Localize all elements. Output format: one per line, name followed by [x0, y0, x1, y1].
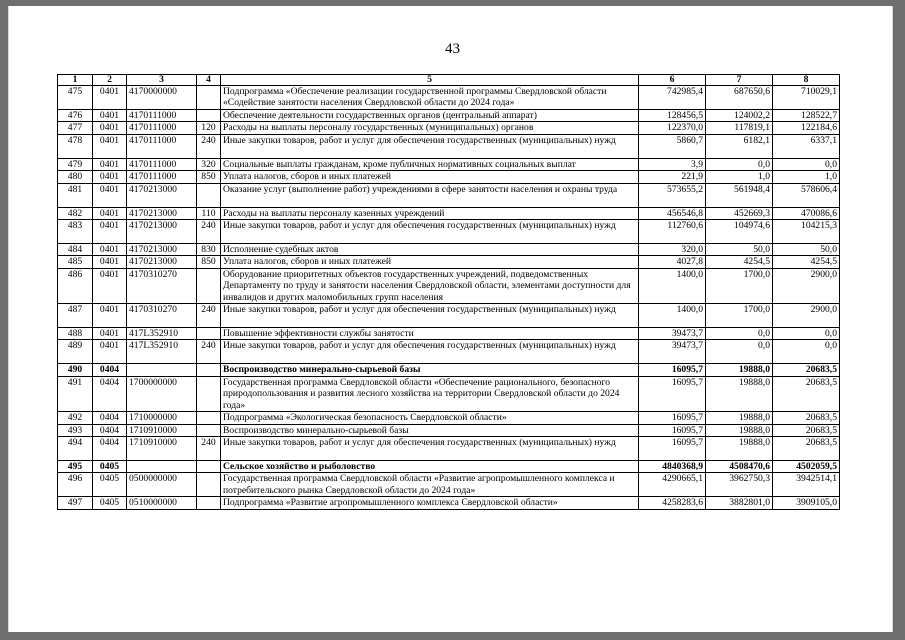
row-number-cell: 484 — [58, 244, 93, 256]
table-row — [58, 340, 840, 364]
amount-year3-cell: 710029,1 — [773, 86, 840, 110]
section-code-cell: 0401 — [93, 268, 127, 303]
amount-year2-cell: 117819,1 — [706, 122, 773, 134]
table-body — [58, 86, 840, 510]
description-cell: Повышение эффективности службы занятости — [221, 328, 639, 340]
description-cell: Исполнение судебных актов — [221, 244, 639, 256]
description-cell: Воспроизводство минерально-сырьевой базы — [221, 424, 639, 436]
amount-year2-cell: 0,0 — [706, 158, 773, 170]
description-cell: Уплата налогов, сборов и иных платежей — [221, 171, 639, 183]
table-row — [58, 207, 840, 219]
amount-year1-cell: 4840368,9 — [639, 460, 706, 472]
amount-year2-cell: 561948,4 — [706, 183, 773, 207]
amount-year3-cell: 122184,6 — [773, 122, 840, 134]
row-number-cell: 489 — [58, 340, 93, 364]
section-code-cell: 0401 — [93, 220, 127, 244]
amount-year3-cell: 2900,0 — [773, 268, 840, 303]
expense-type-cell — [197, 110, 221, 122]
amount-year3-cell: 470086,6 — [773, 207, 840, 219]
amount-year3-cell: 0,0 — [773, 158, 840, 170]
description-cell: Уплата налогов, сборов и иных платежей — [221, 256, 639, 268]
description-cell: Государственная программа Свердловской области «Обеспечение рационального, безопасного природопользования и развития лесного хозяйства на территории Свердловской области до 2024 года» — [221, 376, 639, 411]
section-code-cell: 0401 — [93, 122, 127, 134]
target-article-cell: 1710000000 — [127, 412, 197, 424]
amount-year2-cell: 104974,6 — [706, 220, 773, 244]
row-number-cell: 496 — [58, 473, 93, 497]
row-number-cell: 477 — [58, 122, 93, 134]
amount-year1-cell: 16095,7 — [639, 412, 706, 424]
amount-year2-cell: 19888,0 — [706, 412, 773, 424]
section-code-cell: 0401 — [93, 158, 127, 170]
table-row — [58, 134, 840, 158]
amount-year1-cell: 221,9 — [639, 171, 706, 183]
expense-type-cell: 320 — [197, 158, 221, 170]
expense-type-cell — [197, 364, 221, 376]
section-code-cell: 0405 — [93, 473, 127, 497]
description-cell: Социальные выплаты гражданам, кроме публичных нормативных социальных выплат — [221, 158, 639, 170]
table-row — [58, 171, 840, 183]
amount-year1-cell: 16095,7 — [639, 436, 706, 460]
section-code-cell: 0405 — [93, 497, 127, 509]
row-number-cell: 495 — [58, 460, 93, 472]
amount-year2-cell: 19888,0 — [706, 424, 773, 436]
description-cell: Расходы на выплаты персоналу государственных (муниципальных) органов — [221, 122, 639, 134]
description-cell: Иные закупки товаров, работ и услуг для обеспечения государственных (муниципальных) нужд — [221, 220, 639, 244]
section-code-cell: 0401 — [93, 183, 127, 207]
target-article-cell: 4170111000 — [127, 122, 197, 134]
section-code-cell: 0401 — [93, 86, 127, 110]
section-code-cell: 0401 — [93, 256, 127, 268]
description-cell: Иные закупки товаров, работ и услуг для обеспечения государственных (муниципальных) нужд — [221, 340, 639, 364]
row-number-cell: 478 — [58, 134, 93, 158]
description-cell: Обеспечение деятельности государственных органов (центральный аппарат) — [221, 110, 639, 122]
target-article-cell: 0500000000 — [127, 473, 197, 497]
amount-year1-cell: 320,0 — [639, 244, 706, 256]
amount-year3-cell: 50,0 — [773, 244, 840, 256]
table-row — [58, 122, 840, 134]
description-cell: Подпрограмма «Экологическая безопасность Свердловской области» — [221, 412, 639, 424]
section-code-cell: 0401 — [93, 244, 127, 256]
amount-year3-cell: 20683,5 — [773, 376, 840, 411]
target-article-cell: 1700000000 — [127, 376, 197, 411]
amount-year1-cell: 4290665,1 — [639, 473, 706, 497]
expense-type-cell — [197, 328, 221, 340]
expense-type-cell: 850 — [197, 256, 221, 268]
row-number-cell: 494 — [58, 436, 93, 460]
section-code-cell: 0401 — [93, 134, 127, 158]
amount-year2-cell: 452669,3 — [706, 207, 773, 219]
description-cell: Сельское хозяйство и рыболовство — [221, 460, 639, 472]
row-number-cell: 493 — [58, 424, 93, 436]
amount-year3-cell: 0,0 — [773, 328, 840, 340]
amount-year2-cell: 1700,0 — [706, 304, 773, 328]
table-row — [58, 158, 840, 170]
row-number-cell: 492 — [58, 412, 93, 424]
table-row — [58, 424, 840, 436]
expense-type-cell — [197, 473, 221, 497]
row-number-cell: 482 — [58, 207, 93, 219]
amount-year3-cell: 20683,5 — [773, 412, 840, 424]
row-number-cell: 488 — [58, 328, 93, 340]
row-number-cell: 476 — [58, 110, 93, 122]
amount-year2-cell: 4508470,6 — [706, 460, 773, 472]
section-code-cell: 0401 — [93, 340, 127, 364]
target-article-cell — [127, 460, 197, 472]
description-cell: Расходы на выплаты персоналу казенных учреждений — [221, 207, 639, 219]
table-row — [58, 460, 840, 472]
amount-year1-cell: 742985,4 — [639, 86, 706, 110]
target-article-cell: 4170111000 — [127, 110, 197, 122]
amount-year3-cell: 578606,4 — [773, 183, 840, 207]
table-row — [58, 364, 840, 376]
table-row — [58, 412, 840, 424]
amount-year1-cell: 573655,2 — [639, 183, 706, 207]
row-number-cell: 487 — [58, 304, 93, 328]
amount-year1-cell: 5860,7 — [639, 134, 706, 158]
amount-year1-cell: 4258283,6 — [639, 497, 706, 509]
amount-year2-cell: 124002,2 — [706, 110, 773, 122]
row-number-cell: 497 — [58, 497, 93, 509]
description-cell: Иные закупки товаров, работ и услуг для обеспечения государственных (муниципальных) нужд — [221, 304, 639, 328]
section-code-cell: 0401 — [93, 304, 127, 328]
target-article-cell: 4170213000 — [127, 244, 197, 256]
header-cell-2: 2 — [93, 75, 127, 86]
section-code-cell: 0401 — [93, 171, 127, 183]
amount-year2-cell: 3962750,3 — [706, 473, 773, 497]
description-cell: Оказание услуг (выполнение работ) учреждениями в сфере занятости населения и охраны труда — [221, 183, 639, 207]
expense-type-cell — [197, 497, 221, 509]
section-code-cell: 0401 — [93, 110, 127, 122]
amount-year2-cell: 3882801,0 — [706, 497, 773, 509]
amount-year1-cell: 4027,8 — [639, 256, 706, 268]
expense-type-cell: 240 — [197, 304, 221, 328]
expense-type-cell: 850 — [197, 171, 221, 183]
target-article-cell: 417L352910 — [127, 328, 197, 340]
header-cell-1: 1 — [58, 75, 93, 86]
amount-year2-cell: 4254,5 — [706, 256, 773, 268]
target-article-cell: 4170213000 — [127, 183, 197, 207]
amount-year1-cell: 1400,0 — [639, 304, 706, 328]
section-code-cell: 0401 — [93, 328, 127, 340]
amount-year2-cell: 19888,0 — [706, 436, 773, 460]
target-article-cell: 417L352910 — [127, 340, 197, 364]
table-row — [58, 304, 840, 328]
table-row — [58, 110, 840, 122]
amount-year1-cell: 39473,7 — [639, 340, 706, 364]
target-article-cell: 0510000000 — [127, 497, 197, 509]
amount-year1-cell: 3,9 — [639, 158, 706, 170]
section-code-cell: 0401 — [93, 207, 127, 219]
amount-year3-cell: 4502059,5 — [773, 460, 840, 472]
amount-year1-cell: 456546,8 — [639, 207, 706, 219]
expense-type-cell: 240 — [197, 436, 221, 460]
amount-year3-cell: 6337,1 — [773, 134, 840, 158]
target-article-cell: 1710910000 — [127, 436, 197, 460]
target-article-cell: 4170111000 — [127, 158, 197, 170]
page-number: 43 — [445, 41, 460, 57]
budget-table — [57, 74, 840, 510]
expense-type-cell — [197, 183, 221, 207]
description-cell: Оборудование приоритетных объектов государственных учреждений, подведомственных Департаменту по труду и занятости населения Свердловской области, элементами доступности для инвалидов и других маломобильных групп населения — [221, 268, 639, 303]
amount-year2-cell: 1,0 — [706, 171, 773, 183]
expense-type-cell — [197, 424, 221, 436]
row-number-cell: 475 — [58, 86, 93, 110]
target-article-cell: 4170310270 — [127, 304, 197, 328]
target-article-cell: 4170310270 — [127, 268, 197, 303]
header-cell-7: 7 — [706, 75, 773, 86]
section-code-cell: 0404 — [93, 364, 127, 376]
header-cell-5: 5 — [221, 75, 639, 86]
expense-type-cell — [197, 268, 221, 303]
expense-type-cell: 830 — [197, 244, 221, 256]
amount-year2-cell: 1700,0 — [706, 268, 773, 303]
table-row — [58, 473, 840, 497]
table-row — [58, 436, 840, 460]
expense-type-cell: 240 — [197, 340, 221, 364]
expense-type-cell — [197, 460, 221, 472]
amount-year2-cell: 687650,6 — [706, 86, 773, 110]
header-cell-6: 6 — [639, 75, 706, 86]
row-number-cell: 491 — [58, 376, 93, 411]
expense-type-cell: 120 — [197, 122, 221, 134]
amount-year2-cell: 0,0 — [706, 340, 773, 364]
amount-year2-cell: 19888,0 — [706, 376, 773, 411]
row-number-cell: 479 — [58, 158, 93, 170]
amount-year3-cell: 128522,7 — [773, 110, 840, 122]
amount-year1-cell: 16095,7 — [639, 364, 706, 376]
target-article-cell: 1710910000 — [127, 424, 197, 436]
header-row — [58, 75, 840, 86]
description-cell: Воспроизводство минерально-сырьевой базы — [221, 364, 639, 376]
amount-year1-cell: 112760,6 — [639, 220, 706, 244]
amount-year1-cell: 16095,7 — [639, 376, 706, 411]
amount-year3-cell: 1,0 — [773, 171, 840, 183]
table-row — [58, 256, 840, 268]
description-cell: Иные закупки товаров, работ и услуг для обеспечения государственных (муниципальных) нужд — [221, 436, 639, 460]
amount-year3-cell: 104215,3 — [773, 220, 840, 244]
expense-type-cell — [197, 376, 221, 411]
header-cell-3: 3 — [127, 75, 197, 86]
header-cell-4: 4 — [197, 75, 221, 86]
row-number-cell: 480 — [58, 171, 93, 183]
amount-year3-cell: 0,0 — [773, 340, 840, 364]
expense-type-cell: 110 — [197, 207, 221, 219]
row-number-cell: 481 — [58, 183, 93, 207]
section-code-cell: 0404 — [93, 412, 127, 424]
amount-year1-cell: 128456,5 — [639, 110, 706, 122]
header-cell-8: 8 — [773, 75, 840, 86]
target-article-cell: 4170111000 — [127, 134, 197, 158]
table-row — [58, 328, 840, 340]
table-row — [58, 86, 840, 110]
amount-year3-cell: 3909105,0 — [773, 497, 840, 509]
target-article-cell: 4170213000 — [127, 256, 197, 268]
amount-year2-cell: 50,0 — [706, 244, 773, 256]
row-number-cell: 485 — [58, 256, 93, 268]
table-row — [58, 183, 840, 207]
amount-year2-cell: 19888,0 — [706, 364, 773, 376]
amount-year3-cell: 2900,0 — [773, 304, 840, 328]
description-cell: Подпрограмма «Обеспечение реализации государственной программы Свердловской области «Содействие занятости населения Свердловской области до 2024 года» — [221, 86, 639, 110]
table-row — [58, 268, 840, 303]
row-number-cell: 490 — [58, 364, 93, 376]
amount-year2-cell: 0,0 — [706, 328, 773, 340]
expense-type-cell — [197, 412, 221, 424]
amount-year2-cell: 6182,1 — [706, 134, 773, 158]
section-code-cell: 0404 — [93, 436, 127, 460]
table-row — [58, 497, 840, 509]
amount-year3-cell: 4254,5 — [773, 256, 840, 268]
target-article-cell: 4170000000 — [127, 86, 197, 110]
target-article-cell: 4170213000 — [127, 207, 197, 219]
description-cell: Подпрограмма «Развитие агропромышленного комплекса Свердловской области» — [221, 497, 639, 509]
target-article-cell: 4170111000 — [127, 171, 197, 183]
expense-type-cell — [197, 86, 221, 110]
section-code-cell: 0405 — [93, 460, 127, 472]
table-row — [58, 244, 840, 256]
target-article-cell — [127, 364, 197, 376]
section-code-cell: 0404 — [93, 376, 127, 411]
amount-year1-cell: 1400,0 — [639, 268, 706, 303]
description-cell: Иные закупки товаров, работ и услуг для обеспечения государственных (муниципальных) нужд — [221, 134, 639, 158]
row-number-cell: 486 — [58, 268, 93, 303]
section-code-cell: 0404 — [93, 424, 127, 436]
row-number-cell: 483 — [58, 220, 93, 244]
amount-year3-cell: 20683,5 — [773, 436, 840, 460]
table-row — [58, 376, 840, 411]
amount-year3-cell: 20683,5 — [773, 364, 840, 376]
table-row — [58, 220, 840, 244]
amount-year3-cell: 20683,5 — [773, 424, 840, 436]
amount-year1-cell: 122370,0 — [639, 122, 706, 134]
expense-type-cell: 240 — [197, 134, 221, 158]
amount-year3-cell: 3942514,1 — [773, 473, 840, 497]
expense-type-cell: 240 — [197, 220, 221, 244]
description-cell: Государственная программа Свердловской области «Развитие агропромышленного комплекса и потребительского рынка Свердловской области до 2024 года» — [221, 473, 639, 497]
amount-year1-cell: 16095,7 — [639, 424, 706, 436]
amount-year1-cell: 39473,7 — [639, 328, 706, 340]
target-article-cell: 4170213000 — [127, 220, 197, 244]
